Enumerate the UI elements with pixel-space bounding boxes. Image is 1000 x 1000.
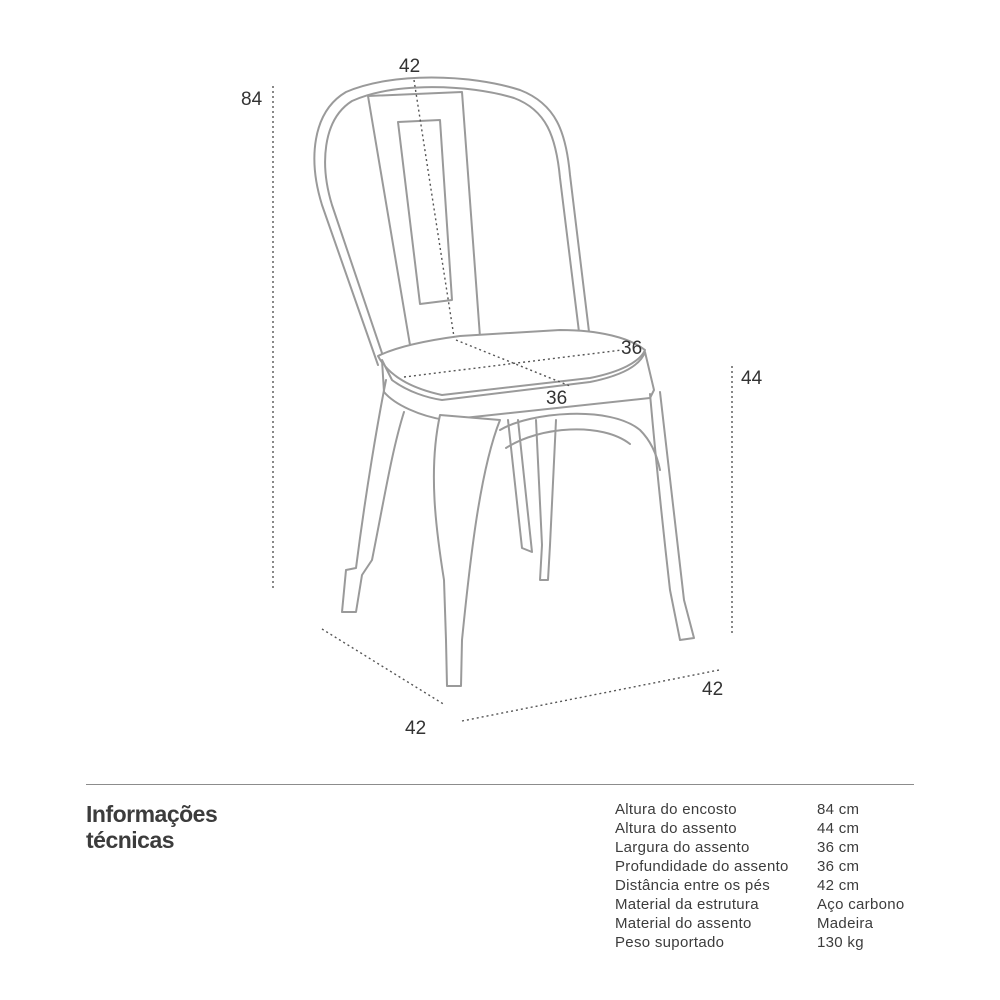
info-heading-line2: técnicas: [86, 827, 175, 853]
spec-value: Madeira: [817, 915, 874, 932]
backrest-width-label: 42: [399, 56, 421, 77]
spec-value: 36 cm: [817, 839, 860, 856]
spec-row: [615, 876, 945, 895]
section-divider: [86, 784, 914, 785]
foot-depth-line: [322, 629, 445, 705]
spec-value: Aço carbono: [817, 896, 905, 913]
spec-label: Distância entre os pés: [615, 877, 771, 894]
foot-depth-label: 42: [405, 718, 427, 739]
spec-value: 84 cm: [817, 801, 860, 818]
spec-row: [615, 895, 945, 914]
foot-width-line: [462, 670, 719, 721]
spec-row: [615, 933, 945, 952]
total-height-label: 84: [241, 89, 263, 110]
spec-row: [615, 819, 945, 838]
spec-label: Altura do encosto: [615, 801, 737, 818]
spec-value: 44 cm: [817, 820, 860, 837]
info-heading-line1: Informações: [86, 801, 218, 827]
spec-row: [615, 914, 945, 933]
seat-height-label: 44: [741, 368, 763, 389]
spec-value: 42 cm: [817, 877, 860, 894]
spec-value: 130 kg: [817, 934, 864, 951]
spec-row: [615, 838, 945, 857]
spec-label: Largura do assento: [615, 839, 750, 856]
spec-row: [615, 800, 945, 819]
spec-label: Altura do assento: [615, 820, 737, 837]
spec-label: Material da estrutura: [615, 896, 759, 913]
seat-depth-label: 36: [546, 388, 568, 409]
spec-row: [615, 857, 945, 876]
spec-label: Material do assento: [615, 915, 752, 932]
info-heading: [86, 801, 306, 853]
spec-label: Peso suportado: [615, 934, 725, 951]
chair-illustration: [314, 78, 694, 687]
foot-width-label: 42: [702, 679, 724, 700]
seat-width-label: 36: [621, 338, 643, 359]
spec-label: Profundidade do assento: [615, 858, 789, 875]
spec-value: 36 cm: [817, 858, 860, 875]
spec-list: [615, 800, 945, 952]
